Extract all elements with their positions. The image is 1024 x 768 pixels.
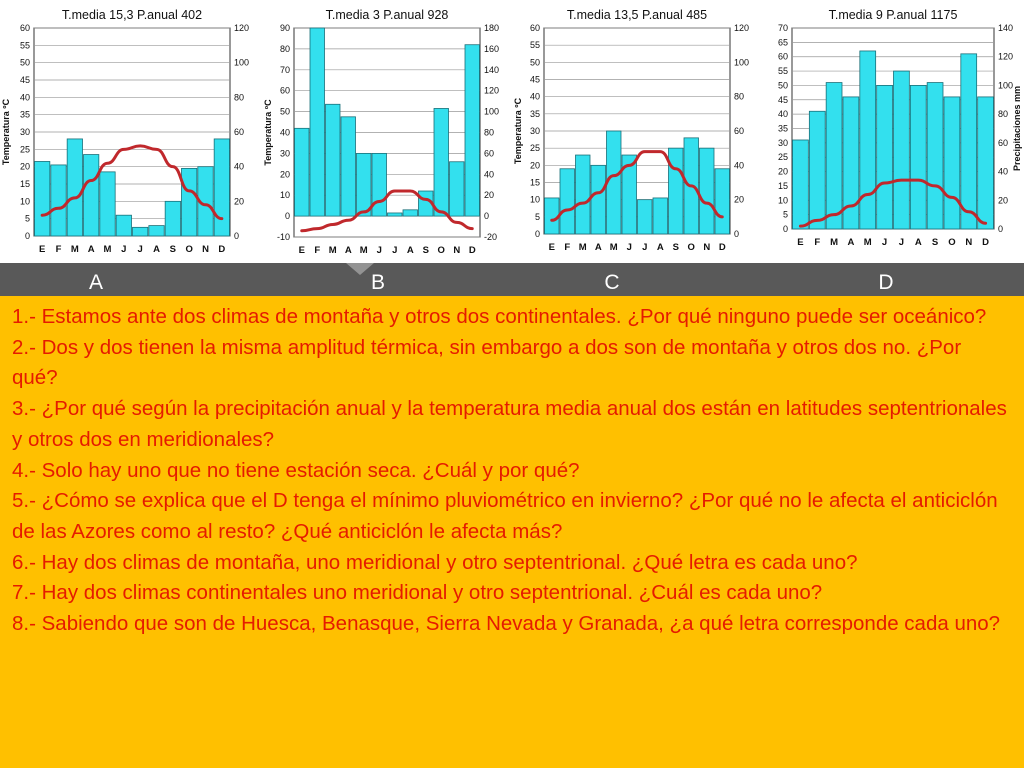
month-label: M	[830, 237, 839, 248]
right-tick-label: 40	[234, 161, 245, 172]
precip-bar	[84, 155, 99, 236]
precip-bar	[978, 97, 994, 229]
precip-bar	[214, 139, 229, 236]
left-tick-label: 35	[777, 123, 788, 134]
climograph-svg	[512, 0, 762, 263]
precip-bar	[638, 200, 653, 234]
month-label: O	[437, 245, 445, 256]
right-tick-label: 60	[998, 137, 1009, 148]
left-tick-label: 50	[279, 106, 290, 117]
month-label: J	[898, 237, 905, 248]
climograph-a	[0, 0, 262, 263]
month-label: S	[169, 244, 177, 255]
month-label: E	[548, 242, 555, 253]
right-tick-label: 120	[234, 23, 250, 33]
left-tick-label: 15	[777, 180, 788, 191]
month-label: E	[298, 245, 305, 256]
right-tick-label: 100	[998, 80, 1014, 91]
month-label: M	[70, 244, 79, 255]
precip-bar	[357, 153, 372, 216]
left-tick-label: 55	[19, 40, 30, 51]
precip-bar	[545, 198, 560, 234]
month-label: M	[863, 237, 872, 248]
left-tick-label: 50	[529, 57, 540, 68]
left-tick-label: 70	[777, 23, 788, 33]
month-label: D	[468, 245, 476, 256]
month-label: J	[392, 245, 398, 256]
left-tick-label: 45	[529, 74, 540, 85]
month-label: A	[914, 237, 922, 248]
left-tick-label: 20	[279, 169, 290, 180]
month-label: M	[328, 245, 337, 256]
precip-bar	[944, 97, 960, 229]
month-label: F	[564, 242, 571, 253]
month-label: S	[672, 242, 679, 253]
left-tick-label: 30	[777, 137, 788, 148]
precip-bar	[182, 168, 197, 236]
month-label: J	[642, 242, 648, 253]
month-label: N	[965, 237, 973, 248]
precip-bar	[700, 148, 715, 234]
right-tick-label: 100	[234, 57, 250, 68]
precip-bar	[67, 139, 82, 236]
left-tick-label: 10	[19, 196, 30, 207]
left-tick-label: 35	[529, 108, 540, 119]
month-label: A	[87, 244, 95, 255]
month-label: D	[982, 237, 990, 248]
precip-bar	[826, 83, 842, 229]
left-tick-label: 0	[284, 211, 290, 222]
left-tick-label: 10	[777, 195, 788, 206]
precip-bar	[372, 153, 387, 216]
precip-bar	[295, 128, 310, 216]
left-tick-label: 60	[529, 23, 540, 33]
left-tick-label: 15	[529, 177, 540, 188]
left-tick-label: 5	[24, 213, 30, 224]
question-4: 4.- Solo hay uno que no tiene estación seca. ¿Cuál y por qué?	[12, 458, 580, 482]
left-tick-label: 40	[777, 109, 788, 120]
precip-bar	[591, 165, 606, 234]
right-tick-label: 60	[234, 127, 245, 137]
climograph-svg	[262, 0, 512, 263]
month-label: E	[38, 244, 46, 255]
precip-bar	[560, 169, 575, 234]
precip-bar	[116, 215, 131, 236]
month-label: M	[103, 244, 112, 255]
right-tick-label: 100	[484, 106, 500, 117]
left-tick-label: 0	[24, 231, 30, 241]
climate-charts-strip	[0, 0, 1024, 263]
left-tick-label: 50	[19, 57, 30, 68]
month-label: O	[948, 237, 956, 248]
precip-bar	[576, 155, 591, 234]
month-label: N	[703, 242, 711, 253]
left-tick-label: 20	[529, 160, 540, 171]
precip-bar	[793, 140, 809, 229]
question-7: 7.- Hay dos climas continentales uno meridional y otro septentrional. ¿Cuál es cada uno?	[12, 581, 823, 605]
month-label: M	[578, 242, 587, 253]
left-tick-label: 65	[777, 37, 788, 48]
precip-bar	[35, 161, 50, 236]
month-label: N	[202, 244, 209, 255]
right-tick-label: 0	[484, 211, 490, 222]
y-axis-title-left: Temperatura ºC	[263, 99, 273, 166]
right-tick-label: 80	[998, 109, 1009, 120]
right-tick-label: 80	[734, 91, 745, 102]
precip-bar	[450, 162, 465, 216]
left-tick-label: 10	[279, 190, 290, 201]
question-6: 6.- Hay dos climas de montaña, uno meridional y otro septentrional. ¿Qué letra es cada uno?	[12, 550, 858, 574]
month-label: F	[314, 245, 321, 256]
left-tick-label: 50	[777, 80, 788, 91]
climograph-b	[262, 0, 512, 263]
left-tick-label: 20	[777, 166, 788, 177]
precip-bar	[927, 83, 943, 229]
month-label: D	[218, 244, 226, 255]
left-tick-label: 25	[529, 143, 540, 154]
month-label: A	[406, 245, 414, 256]
right-tick-label: 20	[234, 196, 245, 207]
precip-bar	[149, 226, 164, 236]
climograph-c	[512, 0, 762, 263]
chart-title: T.media 15,3 P.anual 402	[61, 8, 203, 22]
right-tick-label: 80	[484, 127, 495, 138]
left-tick-label: 0	[782, 224, 788, 234]
left-tick-label: 10	[529, 194, 540, 205]
precip-bar	[465, 45, 480, 216]
month-label: D	[718, 242, 726, 253]
precip-bar	[403, 210, 418, 216]
precip-bar	[434, 108, 449, 216]
left-tick-label: 45	[777, 94, 788, 105]
right-tick-label: 40	[734, 160, 745, 171]
precip-bar	[809, 111, 825, 229]
left-tick-label: 30	[529, 126, 540, 136]
question-2: 2.- Dos y dos tienen la misma amplitud térmica, sin embargo a dos son de montaña y otros dos no. ¿Por qué?	[12, 335, 962, 390]
month-label: J	[376, 245, 382, 256]
month-label: F	[55, 244, 62, 255]
right-tick-label: 160	[484, 43, 500, 54]
right-tick-label: 100	[734, 57, 750, 68]
chart-title: T.media 13,5 P.anual 485	[566, 8, 708, 22]
month-label: A	[656, 242, 664, 253]
left-tick-label: 45	[19, 75, 30, 85]
precip-bar	[51, 165, 66, 236]
left-tick-label: 20	[19, 161, 30, 172]
left-tick-label: 25	[777, 152, 788, 163]
right-tick-label: 60	[484, 148, 495, 159]
y-axis-title-left: Temperatura ºC	[1, 98, 11, 166]
right-tick-label: 120	[998, 51, 1014, 62]
right-tick-label: 20	[484, 190, 495, 201]
questions-panel	[0, 296, 1024, 768]
left-tick-label: 70	[279, 64, 290, 75]
right-tick-label: 20	[998, 195, 1009, 206]
precip-bar	[715, 169, 730, 234]
question-1: 1.- Estamos ante dos climas de montaña y otros dos continentales. ¿Por qué ninguno puede ser oceánico?	[12, 305, 987, 328]
precip-bar	[100, 172, 115, 236]
right-tick-label: 20	[734, 194, 745, 205]
month-label: M	[609, 242, 618, 253]
chart-title: T.media 3 P.anual 928	[325, 8, 449, 22]
right-tick-label: 40	[998, 166, 1009, 177]
right-tick-label: 80	[234, 92, 245, 103]
left-tick-label: 35	[19, 109, 30, 120]
month-label: E	[797, 237, 804, 248]
left-tick-label: 0	[534, 229, 540, 239]
month-label: A	[153, 244, 160, 255]
climograph-d	[762, 0, 1024, 263]
right-tick-label: 40	[484, 169, 495, 180]
letter-d: D	[878, 271, 894, 294]
climograph-svg	[0, 0, 262, 263]
left-tick-label: 5	[534, 211, 540, 222]
precip-bar	[669, 148, 684, 234]
left-tick-label: 30	[19, 127, 30, 137]
question-5: 5.- ¿Cómo se explica que el D tenga el mínimo pluviométrico en invierno? ¿Por qué no le afecta el anticiclón de las Azores como al resto? ¿Qué anticiclón le afecta más?	[12, 489, 998, 543]
left-tick-label: 40	[529, 91, 540, 102]
left-tick-label: 60	[19, 23, 30, 33]
left-tick-label: -10	[276, 232, 290, 242]
chart-letters-bar	[0, 263, 1024, 296]
precip-bar	[607, 131, 622, 234]
left-tick-label: 30	[279, 148, 290, 159]
month-label: F	[814, 237, 821, 248]
month-label: S	[931, 237, 939, 248]
left-tick-label: 25	[19, 144, 30, 155]
question-8: 8.- Sabiendo que son de Huesca, Benasque, Sierra Nevada y Granada, ¿a qué letra corresponde cada uno?	[12, 612, 1001, 636]
letter-c: C	[604, 271, 620, 294]
month-label: A	[594, 242, 602, 253]
month-label: J	[137, 244, 143, 255]
letter-a: A	[88, 271, 103, 294]
left-tick-label: 40	[279, 127, 290, 138]
precip-bar	[961, 54, 977, 229]
month-label: A	[344, 245, 352, 256]
month-label: S	[422, 245, 429, 256]
right-tick-label: -20	[484, 232, 498, 242]
left-tick-label: 80	[279, 43, 290, 54]
letter-b: B	[370, 271, 385, 294]
left-tick-label: 90	[279, 23, 290, 33]
y-axis-title-left: Temperatura ºC	[513, 97, 523, 165]
precip-bar	[910, 85, 926, 229]
month-label: A	[847, 237, 855, 248]
month-label: M	[359, 245, 368, 256]
y-axis-title-right: Precipitaciones mm	[1012, 85, 1022, 172]
left-tick-label: 60	[279, 85, 290, 96]
left-tick-label: 40	[19, 92, 30, 103]
right-tick-label: 0	[998, 224, 1004, 234]
month-label: J	[881, 237, 888, 248]
precip-bar	[326, 104, 341, 216]
month-label: J	[626, 242, 632, 253]
climograph-svg	[762, 0, 1024, 263]
right-tick-label: 60	[734, 126, 745, 136]
precip-bar	[341, 117, 356, 216]
precip-bar	[388, 213, 403, 216]
month-label: O	[185, 244, 193, 255]
left-tick-label: 55	[529, 40, 540, 51]
left-tick-label: 5	[782, 209, 788, 220]
precip-bar	[310, 28, 325, 216]
right-tick-label: 140	[998, 23, 1014, 33]
precip-bar	[877, 85, 893, 229]
question-3: 3.- ¿Por qué según la precipitación anual y la temperatura media anual dos están en latitudes septentrionales y otros dos en meridionales?	[12, 397, 1007, 451]
right-tick-label: 180	[484, 23, 500, 33]
precip-bar	[894, 71, 910, 229]
precip-bar	[653, 198, 668, 234]
precip-bar	[133, 227, 148, 236]
chart-title: T.media 9 P.anual 1175	[828, 8, 958, 22]
precip-bar	[165, 201, 180, 236]
right-tick-label: 0	[734, 229, 740, 239]
left-tick-label: 60	[777, 51, 788, 62]
left-tick-label: 15	[19, 179, 30, 189]
month-label: J	[121, 244, 127, 255]
left-tick-label: 55	[777, 66, 788, 77]
precip-bar	[860, 51, 876, 229]
right-tick-label: 120	[484, 85, 500, 96]
right-tick-label: 120	[734, 23, 750, 33]
right-tick-label: 140	[484, 64, 500, 75]
right-tick-label: 0	[234, 231, 240, 241]
month-label: O	[687, 242, 695, 253]
month-label: N	[453, 245, 461, 256]
